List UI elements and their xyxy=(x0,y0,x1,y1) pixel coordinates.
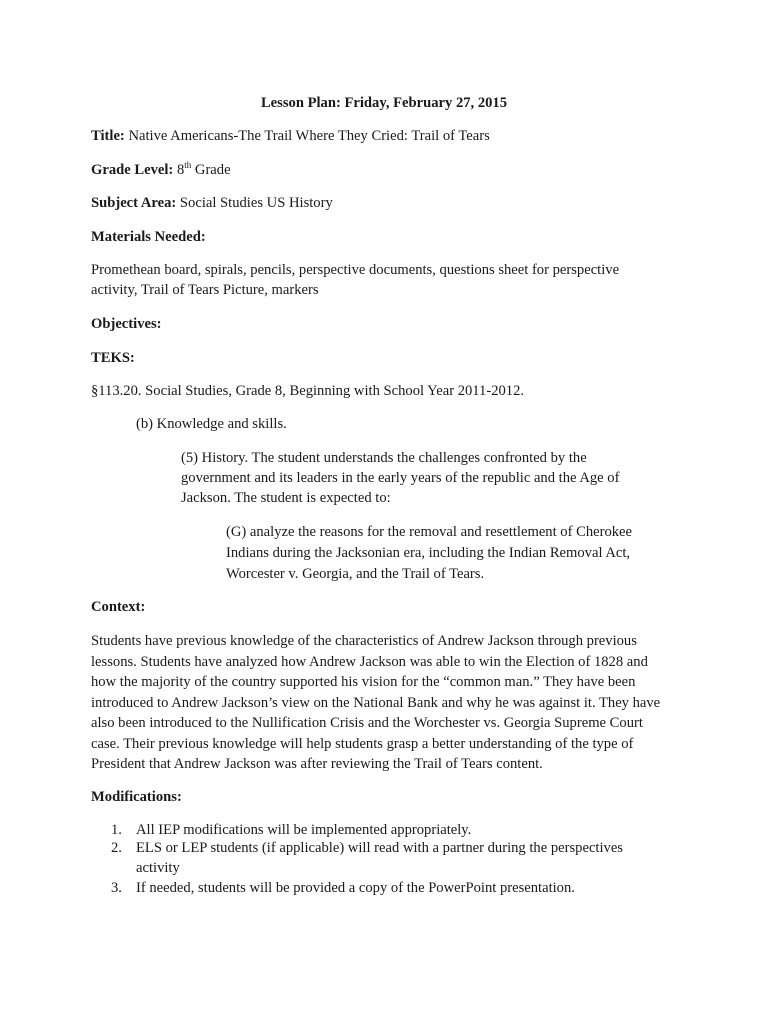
context-line: also been introduced to the Nullification Crisis and the Worchester vs. Georgia Supreme Court xyxy=(91,715,643,731)
subject-label: Subject Area: xyxy=(91,195,177,211)
teks-b-item: (b) Knowledge and skills. xyxy=(136,416,287,432)
grade-number: 8 xyxy=(176,162,185,178)
teks-5-line-1: (5) History. The student understands the challenges confronted by the xyxy=(181,450,587,466)
objectives-heading: Objectives: xyxy=(91,316,162,332)
list-item-text: ELS or LEP students (if applicable) will read with a partner during the perspectives xyxy=(136,840,623,856)
teks-heading: TEKS: xyxy=(91,350,135,366)
materials-heading: Materials Needed: xyxy=(91,229,206,245)
materials-line-1: Promethean board, spirals, pencils, perspective documents, questions sheet for perspective xyxy=(91,262,620,278)
teks-g-line-1: (G) analyze the reasons for the removal and resettlement of Cherokee xyxy=(226,524,633,540)
grade-level-line xyxy=(91,160,231,180)
teks-5-line-3: Jackson. The student is expected to: xyxy=(181,490,391,506)
teks-g-line-3: Worcester v. Georgia, and the Trail of Tears. xyxy=(226,566,485,582)
grade-superscript: th xyxy=(184,160,192,170)
subject-value: Social Studies US History xyxy=(179,195,333,211)
list-item-text: If needed, students will be provided a copy of the PowerPoint presentation. xyxy=(136,880,575,896)
context-line: how the majority of the country supported his vision for the “common man.” They have been xyxy=(91,674,636,690)
lesson-plan-heading: Lesson Plan: Friday, February 27, 2015 xyxy=(260,95,508,111)
list-item-text-continued: activity xyxy=(136,860,180,876)
title-label: Title: xyxy=(91,128,125,144)
subject-area-line xyxy=(91,193,333,213)
context-line: President that Andrew Jackson was after reviewing the Trail of Tears content. xyxy=(91,756,543,772)
list-item-number: 3. xyxy=(111,880,122,896)
context-line: case. Their previous knowledge will help students grasp a better understanding of the type of xyxy=(91,736,634,752)
list-item-number: 1. xyxy=(111,822,122,838)
teks-g-line-2: Indians during the Jacksonian era, including the Indian Removal Act, xyxy=(226,545,631,561)
list-item-text: All IEP modifications will be implemented appropriately. xyxy=(136,822,472,838)
title-value: Native Americans-The Trail Where They Cried: Trail of Tears xyxy=(128,128,490,144)
grade-label: Grade Level: xyxy=(91,162,174,178)
grade-word: Grade xyxy=(194,162,231,178)
teks-reference: §113.20. Social Studies, Grade 8, Beginning with School Year 2011-2012. xyxy=(91,383,525,399)
list-item-number: 2. xyxy=(111,840,122,856)
context-line: introduced to Andrew Jackson’s view on the National Bank and why he was against it. They have xyxy=(91,695,661,711)
title-line xyxy=(91,126,490,146)
context-line: Students have previous knowledge of the characteristics of Andrew Jackson through previous xyxy=(91,633,637,649)
materials-line-2: activity, Trail of Tears Picture, markers xyxy=(91,282,319,298)
modifications-heading: Modifications: xyxy=(91,789,182,805)
context-heading: Context: xyxy=(91,599,146,615)
teks-5-line-2: government and its leaders in the early years of the republic and the Age of xyxy=(181,470,620,486)
context-line: lessons. Students have analyzed how Andrew Jackson was able to win the Election of 1828 and xyxy=(91,654,648,670)
